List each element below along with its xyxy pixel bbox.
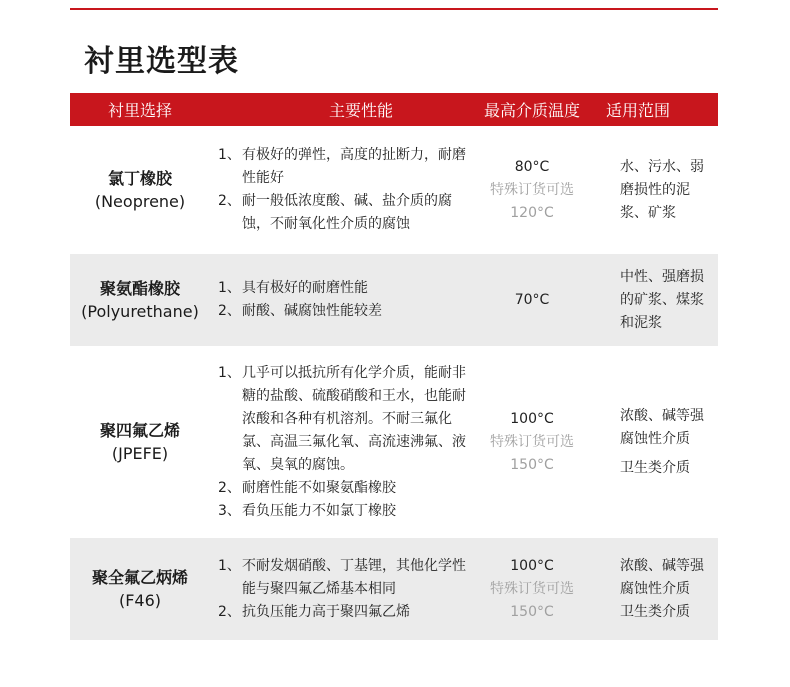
list-item [218,500,468,523]
item-text: 有极好的弹性，高度的扯断力，耐磨性能好 [242,147,466,186]
special-order-label: 特殊订货可选 [490,181,574,198]
item-text: 耐一般低浓度酸、碱、盐介质的腐蚀，不耐氧化性介质的腐蚀 [242,193,452,232]
table-row [70,126,718,254]
performance-list [210,362,472,523]
special-order-temp: 150°C [510,456,554,473]
item-text: 具有极好的耐磨性能 [242,280,368,296]
item-number: 1、 [218,280,241,296]
lining-name-en: (Polyurethane) [81,302,199,321]
item-number: 2、 [218,303,241,319]
page-title: 衬里选型表 [84,44,239,79]
header-performance: 主要性能 [328,101,393,120]
standard-temp: 100°C [510,557,554,574]
application-scope [592,555,718,624]
list-item [218,300,468,323]
special-order-label: 特殊订货可选 [490,580,574,597]
table-row [70,538,718,640]
lining-name-cn: 聚氨酯橡胶 [99,279,180,298]
scope-line: 水、污水、弱磨损性的泥浆、矿浆 [620,158,704,221]
lining-name [70,419,210,465]
table-row [70,346,718,538]
item-number: 2、 [218,603,241,620]
performance-list [210,277,472,323]
max-temp [472,555,592,624]
lining-name-cn: 氯丁橡胶 [107,169,172,188]
scope-line: 浓酸、碱等强腐蚀性介质 [620,407,704,447]
special-order-label: 特殊订货可选 [490,433,574,450]
application-scope [592,266,718,335]
lining-name-en: (JPEFE) [111,444,169,463]
standard-temp: 70°C [514,291,550,308]
scope-line: 浓酸、碱等强腐蚀性介质 [620,557,704,597]
max-temp [472,156,592,225]
scope-line: 卫生类介质 [620,459,690,476]
list-item [218,277,468,300]
list-item [218,601,468,624]
lining-name-en: (F46) [118,591,162,610]
header-scope: 适用范围 [606,101,671,120]
list-item [218,190,468,236]
item-number: 1、 [218,147,241,163]
max-temp [472,289,592,312]
item-number: 1、 [218,364,241,381]
item-text: 耐磨性能不如聚氨酯橡胶 [242,479,396,496]
list-item [218,362,468,477]
lining-name-cn: 聚全氟乙炳烯 [91,568,188,587]
lining-table [70,93,718,640]
table-row [70,254,718,346]
special-order-temp: 150°C [510,603,554,620]
performance-list [210,555,472,624]
table-header [70,93,718,126]
standard-temp: 100°C [510,410,554,427]
special-order-temp: 120°C [510,204,554,221]
max-temp [472,408,592,477]
list-item [218,144,468,190]
scope-line: 卫生类介质 [620,603,690,620]
lining-name [70,566,210,612]
lining-name-en: (Neoprene) [94,192,186,211]
item-text: 不耐发烟硝酸、丁基锂，其他化学性能与聚四氟乙烯基本相同 [242,557,466,597]
top-rule [70,8,718,10]
list-item [218,555,468,601]
lining-name-cn: 聚四氟乙烯 [99,421,180,440]
performance-list [210,144,472,236]
list-item [218,477,468,500]
standard-temp: 80°C [514,158,550,175]
item-text: 抗负压能力高于聚四氟乙烯 [242,603,410,620]
item-number: 2、 [218,479,241,496]
lining-name [70,277,210,323]
item-number: 1、 [218,557,241,574]
item-number: 3、 [218,502,241,519]
scope-line: 中性、强磨损的矿浆、煤浆和泥浆 [620,268,704,331]
header-lining: 衬里选择 [107,101,172,120]
lining-name [70,167,210,213]
item-text: 看负压能力不如氯丁橡胶 [242,502,396,519]
item-text: 几乎可以抵抗所有化学介质，能耐非糖的盐酸、硫酸硝酸和王水，也能耐浓酸和各种有机溶剂。不耐三氟化氯、高温三氟化氧、高流速沸氟、液氧、臭氧的腐蚀。 [242,364,466,473]
item-number: 2、 [218,193,241,209]
header-max-temp: 最高介质温度 [483,101,580,120]
application-scope [592,405,718,480]
item-text: 耐酸、碱腐蚀性能较差 [242,303,382,319]
application-scope [592,156,718,225]
